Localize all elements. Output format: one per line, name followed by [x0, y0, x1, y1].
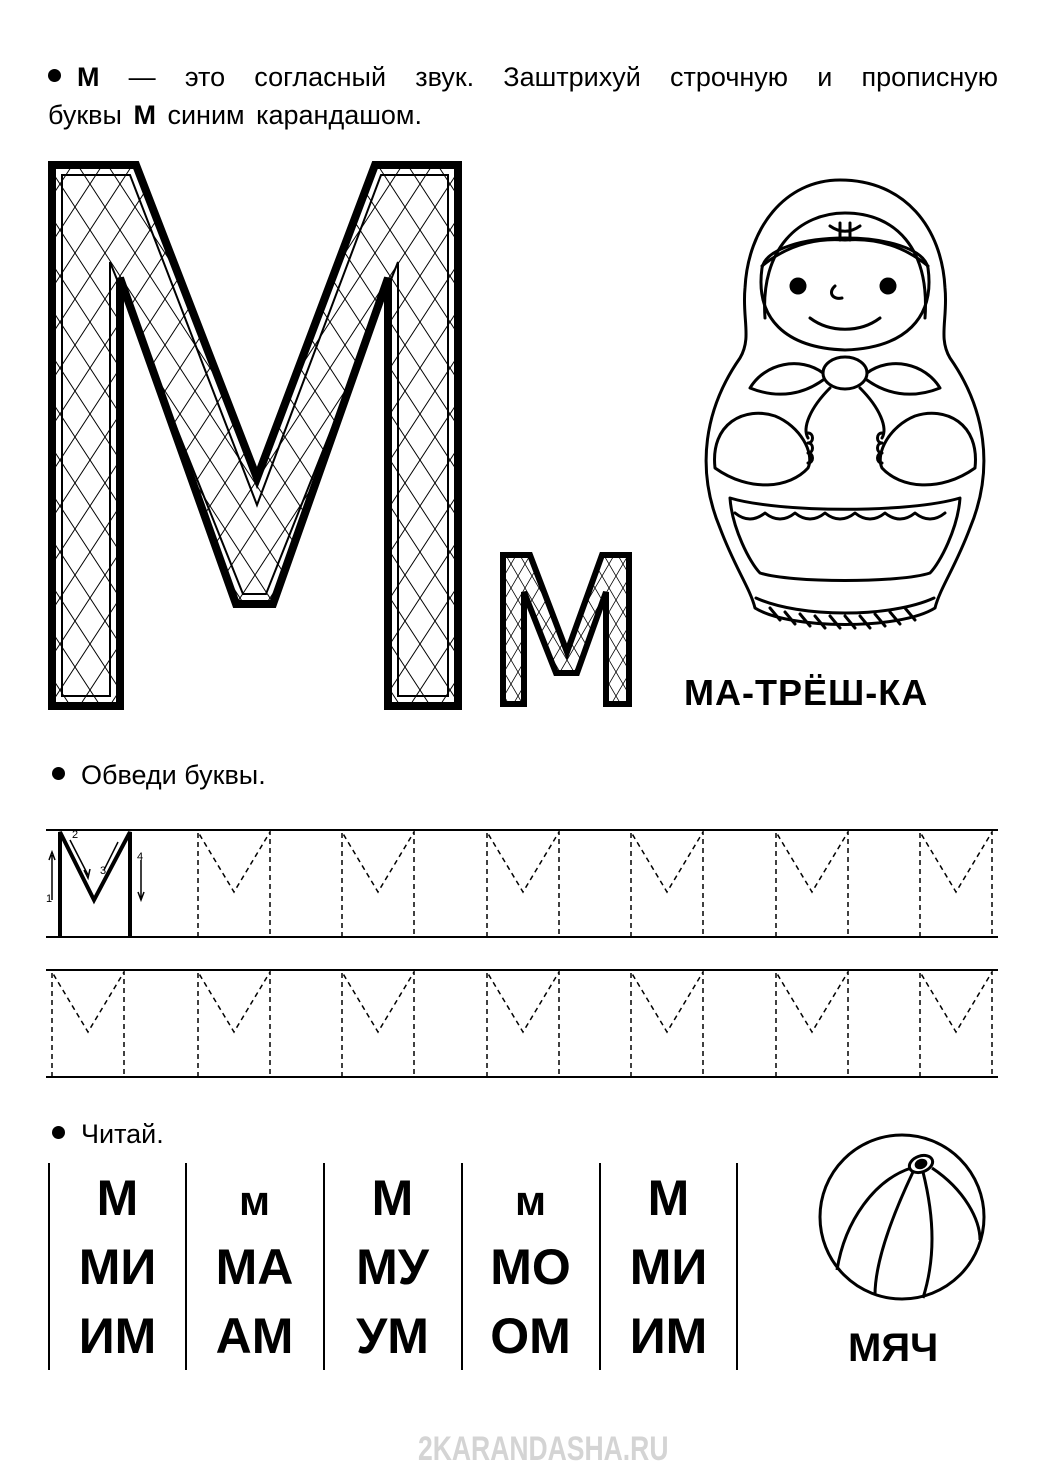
dashed-letter-m: [342, 832, 414, 937]
ball-image: [815, 1130, 990, 1305]
instruction-text-2b: синим карандашом.: [167, 100, 422, 130]
dashed-letter-m: [198, 972, 270, 1077]
read-cell: м: [238, 1176, 271, 1224]
tracing-area: [0, 820, 1042, 1090]
read-cell: МО: [490, 1238, 571, 1295]
read-cell: М: [96, 1169, 139, 1226]
reading-grid: [48, 1163, 738, 1370]
dashed-letter-m: [631, 832, 703, 937]
dashed-letter-m: [487, 832, 559, 937]
model-letter-m: [49, 832, 144, 937]
read-cell: МИ: [629, 1238, 708, 1295]
read-cell: ИМ: [629, 1307, 708, 1364]
read-cell: АМ: [215, 1307, 294, 1364]
read-cell: МУ: [356, 1238, 429, 1295]
dashed-letter-m: [52, 972, 124, 1077]
site-watermark: 2KARANDASHA.RU: [418, 1430, 669, 1468]
letter-m-bold: М: [77, 62, 100, 92]
read-cell: МА: [215, 1238, 294, 1295]
read-cell: УМ: [356, 1307, 429, 1364]
bullet-icon: [52, 1126, 65, 1139]
dashed-letter-m: [631, 972, 703, 1077]
svg-text:1: 1: [46, 893, 53, 905]
dashed-letter-m: [776, 832, 848, 937]
lowercase-m-outline: [503, 555, 629, 704]
instruction-trace: [52, 756, 266, 794]
dashed-letter-m: [920, 972, 992, 1077]
instruction-trace-text: Обведи буквы.: [81, 760, 266, 790]
read-cell: м: [514, 1176, 547, 1224]
svg-text:2: 2: [72, 829, 79, 841]
read-cell: М: [371, 1169, 414, 1226]
uppercase-m-outline: [52, 165, 458, 706]
dashed-letter-m: [920, 832, 992, 937]
read-cell: М: [647, 1169, 690, 1226]
dashed-letter-m: [198, 832, 270, 937]
instruction-read: [52, 1115, 164, 1153]
svg-text:4: 4: [137, 851, 144, 863]
bullet-icon: [52, 767, 65, 780]
instruction-read-text: Читай.: [81, 1119, 164, 1149]
ball-word: МЯЧ: [848, 1326, 939, 1370]
matryoshka-image: [690, 168, 1000, 648]
read-cell: ИМ: [78, 1307, 157, 1364]
dashed-letters: [52, 832, 992, 1077]
dashed-letter-m: [487, 972, 559, 1077]
letter-m-bold-2: М: [133, 100, 156, 130]
dashed-letter-m: [342, 972, 414, 1077]
matryoshka-word: МА-ТРЁШ-КА: [684, 672, 929, 713]
svg-text:3: 3: [100, 865, 107, 877]
read-cell: ОМ: [490, 1307, 571, 1364]
instruction-text-2a: буквы: [48, 100, 122, 130]
instruction-text-1: — это согласный звук. Заштрихуй строчную и прописную: [128, 62, 998, 92]
dashed-letter-m: [776, 972, 848, 1077]
read-cell: МИ: [78, 1238, 157, 1295]
